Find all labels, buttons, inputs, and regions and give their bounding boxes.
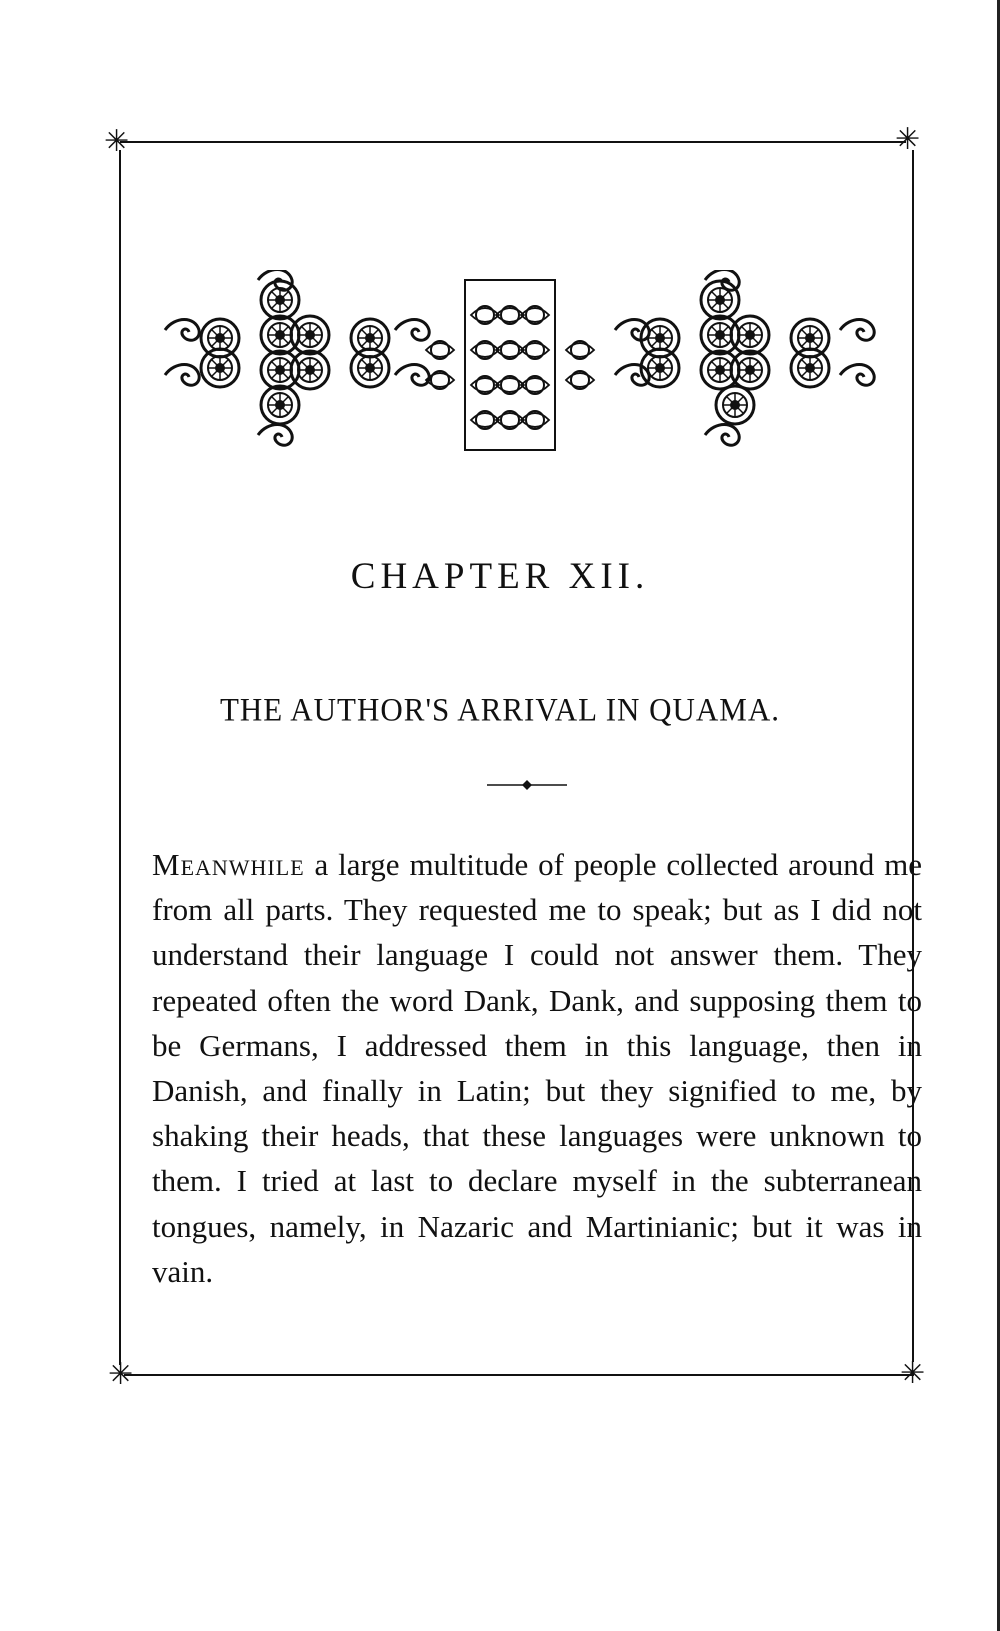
- frame-bottom-line: [124, 1374, 914, 1376]
- body-paragraph: [152, 842, 922, 1294]
- lead-word: Meanwhile: [152, 847, 305, 882]
- corner-star-top-left-icon: ✳: [104, 124, 130, 159]
- divider-diamond-icon: [487, 777, 567, 793]
- paragraph-text: a large multitude of people collected around me from all parts. They requested me to speak; but as I did not understand their language I could not answer them. They repeated often the word Dank, Dank, and supposing them to be Germans, I addressed them in this language, then in Danish, and finally in Latin; but they signified to me, by shaking their heads, that these languages were unknown to them. I tried at last to declare myself in the subterranean tongues, namely, in Nazaric and Martinianic; but it was in vain.: [152, 847, 922, 1289]
- corner-star-bottom-right-icon: ✳: [900, 1356, 926, 1391]
- corner-star-bottom-left-icon: ✳: [108, 1357, 134, 1392]
- corner-star-top-right-icon: ✳: [895, 122, 921, 157]
- chapter-heading: CHAPTER XII.: [350, 556, 650, 597]
- page-edge-shadow: [994, 0, 1000, 1631]
- frame-left-line: [119, 150, 121, 1365]
- frame-top-line: [120, 141, 906, 143]
- chapter-subtitle: THE AUTHOR'S ARRIVAL IN QUAMA.: [219, 691, 781, 728]
- headpiece-ornament-icon: [160, 270, 900, 460]
